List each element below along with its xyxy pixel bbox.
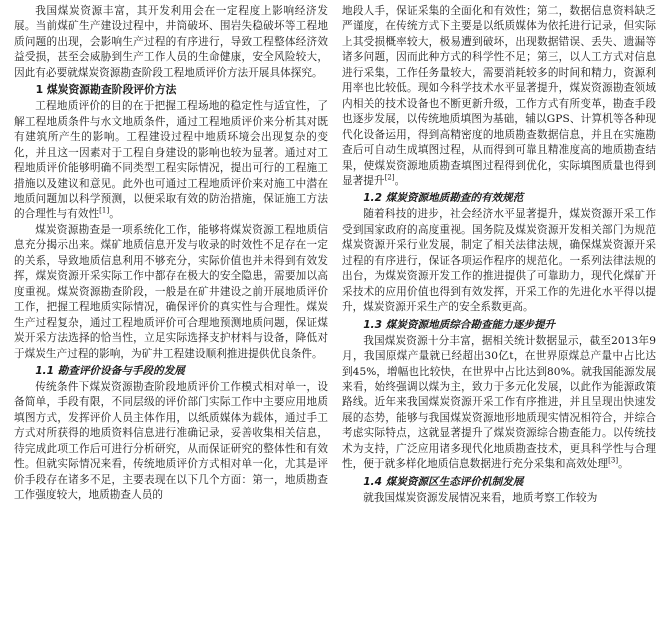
paragraph-exploration-capability — [342, 334, 656, 473]
paragraph-end: 。 — [109, 208, 120, 221]
citation-ref: [1] — [99, 206, 110, 215]
paragraph-text: 我国煤炭资源十分丰富，据相关统计数据显示，截至2013年9月，我国原煤产量就已经超出30亿t，在世界原煤总产量中占比达到45%，增幅也比较快，在世界中占比达到80%。就我国能源发展来看，始终强调以煤为主，致力于多元化发展，以此作为能源政策路线。近年来我国煤炭资源开采工作有序推进，并且呈现出快速发展的态势，能够与我国煤炭资源地形地质现实情况相符合，并综合考虑实际特点，这就显著提升了煤炭资源综合勘查能力。以传统技术为支持，广泛应用诸多现代化地质勘查技术，更具科学性与合理性，便于就多样化地质信息数据进行充分采集和高效处理 — [342, 334, 656, 471]
paragraph-text: 工程地质评价的目的在于把握工程场地的稳定性与适宜性，了解工程地质条件与水文地质条件，通过工程地质评价来分析其对既有建筑所产生的影响。工程建设过程中地质环境会出现复杂的变化，并且这一因素对于工程自身建设的影响也较为显著。通过对工程地质评价能够明确不同类型工程实际情况，提出可行的工程施工措施以及建议和意见。此外也可通过工程地质评价来对施工中潜在地质问题加以科学预测，以便采取有效的防治措施，保证施工方法的合理性与有效性 — [14, 100, 328, 221]
paragraph-regulations: 随着科技的进步，社会经济水平显著提升，煤炭资源开采工作受到国家政府的高度重视。国务院及煤炭资源开发相关部门为规范煤炭资源开采行业发展，制定了相关法律法规，确保煤炭资源开采过程的有序进行，保证各项运作程序的规范化。一系列法律法规的出台，为煤炭资源开发工作的推进提供了可靠助力，现代化煤矿开采技术的应用价值也得到有效发挥，开采工作的先进化水平得以提升，煤炭资源开采生产的安全系数更高。 — [342, 208, 656, 314]
intro-paragraph: 我国煤炭资源丰富，其开发利用会在一定程度上影响经济发展。当前煤矿生产建设过程中，井筒破坏、围岩失稳破坏等工程地质问题的出现，会影响生产过程的有序进行，导致工程整体经济效益受损，甚至会威胁到生产工作人员的生命健康，安全风险较大，因此有必要就煤炭资源勘查阶段工程地质评价方法开展具体探究。 — [14, 5, 328, 79]
paragraph-traditional-methods: 传统条件下煤炭资源勘查阶段地质评价工作模式相对单一，设备简单，手段有限，不同层级的评价部门实际工作中主要应用地质填图方式，发挥评价人员主体作用，以纸质媒体为载体，通过手工方式对所获得的地质资料信息进行准确记录，妥善收集相关信息，待完成此项工作后可进行分析研究，从而保证研究的整体性和有效性。但就实际情况来看，传统地质评价方式相对单一化，尤其是评价手段存在诸多不足，主要表现在以下几个方面：第一，地质勘查工作强度较大，地质勘查人员的 — [14, 380, 328, 502]
left-column — [14, 4, 328, 626]
paragraph-evaluation-purpose — [14, 99, 328, 223]
paragraph-end: 。 — [618, 458, 629, 471]
section-1-4-heading: 1.4 煤炭资源区生态评价机制发展 — [363, 475, 524, 488]
paragraph-end: 。 — [394, 174, 406, 187]
paragraph-exploration-system: 煤炭资源勘查是一项系统化工作，能够将煤炭资源工程地质信息充分揭示出来。煤矿地质信息开发与收录的时效性不足存在一定的关系，导致地质信息利用不够充分，实际价值也并未得到有效发挥，煤炭资源开采实际工作中都存在极大的安全隐患，需要加以高度重视。煤炭资源勘查阶段，一般是在矿井建设之前开展地质评价工作，把握工程地质实际情况，确保评价的真实性与合理性。煤炭生产过程复杂，通过工程地质评价可合理地预测地质问题，保证煤炭开采方法选择的恰当性，立足实际选择支护材料与设备，降低对于煤炭生产过程的影响，为矿井工程建设顺利推进提供优良条件。 — [14, 223, 328, 360]
section-1-1-heading: 1.1 勘查评价设备与手段的发展 — [35, 364, 185, 377]
citation-ref: [3] — [608, 456, 619, 465]
paragraph-text: 地段人手，保证采集的全面化和有效性；第二，数据信息资料缺乏严谨度，在传统方式下主要是以纸质媒体为依托进行记录，但实际上其受损概率较大，极易遭到破坏，出现数据错误、丢失、遗漏等诸多问题，因而此种方式的科学性不足；第三，以人工方式对信息进行采集，工作任务量较大，需要消耗较多的时间和精力，资源利用率也比较低。现如今科学技术水平显著提升，煤炭资源勘查领域内相关的技术设备也不断更新升级，工作方式有所变革，勘查手段也逐步发展，以传统地质填图为基础，辅以GPS、计算机等各种现代化设备运用，得到高精密度的地质勘查数据信息，并且在实施勘查后可自动生成填图过程，从而得到可靠且精准度高的地质勘查结果，使煤炭资源地质勘查填图过程得到优化，实际填图质量也得到显著提升 — [342, 5, 656, 187]
paragraph-continued — [342, 4, 656, 189]
paragraph-ecological-evaluation: 就我国煤炭资源发展情况来看，地质考察工作较为 — [363, 491, 598, 504]
two-column-body — [14, 4, 656, 626]
section-1-heading: 1 煤炭资源勘查阶段评价方法 — [35, 83, 177, 97]
section-1-2-heading: 1.2 煤炭资源地质勘查的有效规范 — [363, 192, 524, 205]
right-column — [342, 4, 656, 626]
section-1-3-heading: 1.3 煤炭资源地质综合勘查能力逐步提升 — [363, 318, 556, 331]
citation-ref: [2] — [384, 173, 395, 182]
